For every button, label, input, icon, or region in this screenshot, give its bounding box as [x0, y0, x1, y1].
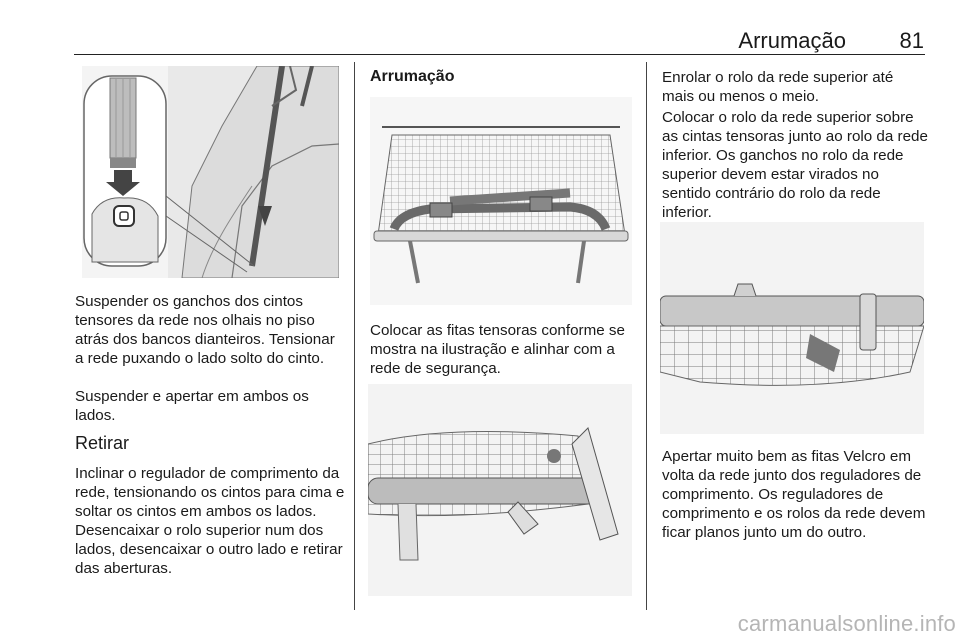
middle-para-1: Colocar as fitas tensoras conforme se mostra na ilustração e alinhar com a rede de segurança. [370, 322, 625, 377]
left-para-3: Inclinar o regulador de comprimento da rede, tensionando os cintos para cima e soltar os cintos em ambos os lados. Desencaixar o rolo superior num dos lados, desencaixar o outro lado e retirar das aberturas. [75, 465, 345, 577]
left-para-1: Suspender os ganchos dos cintos tensores da rede nos olhais no piso atrás dos bancos dianteiros. Tensionar a rede puxando o lado solto do cinto. [75, 293, 335, 367]
figure-net-rolls [368, 384, 632, 596]
heading-retirar: Retirar [75, 433, 130, 453]
watermark: carmanualsonline.info [737, 611, 956, 636]
section-title: Arrumação [738, 28, 846, 53]
figure-velcro-straps [660, 222, 924, 434]
left-para-2: Suspender e apertar em ambos os lados. [75, 388, 309, 424]
column-divider-left [354, 62, 355, 610]
figure-seatbelt-hook [82, 66, 339, 278]
column-divider-right [646, 62, 647, 610]
page-number: 81 [899, 28, 924, 53]
right-para-2: Colocar o rolo da rede superior sobre as cintas tensoras junto ao rolo da rede inferior. Os ganchos no rolo da rede superior devem estar virados no sentido contrário do rolo da rede inferior. [662, 109, 928, 221]
figure-net-tensioners [370, 97, 632, 305]
right-para-3: Apertar muito bem as fitas Velcro em volta da rede junto dos reguladores de comprimento. Os reguladores de comprimento e os rolos da rede devem ficar planos junto um do outro. [662, 448, 926, 541]
right-para-1: Enrolar o rolo da rede superior até mais ou menos o meio. [662, 69, 894, 105]
middle-heading: Arrumação [370, 68, 455, 85]
header-rule [74, 54, 925, 55]
